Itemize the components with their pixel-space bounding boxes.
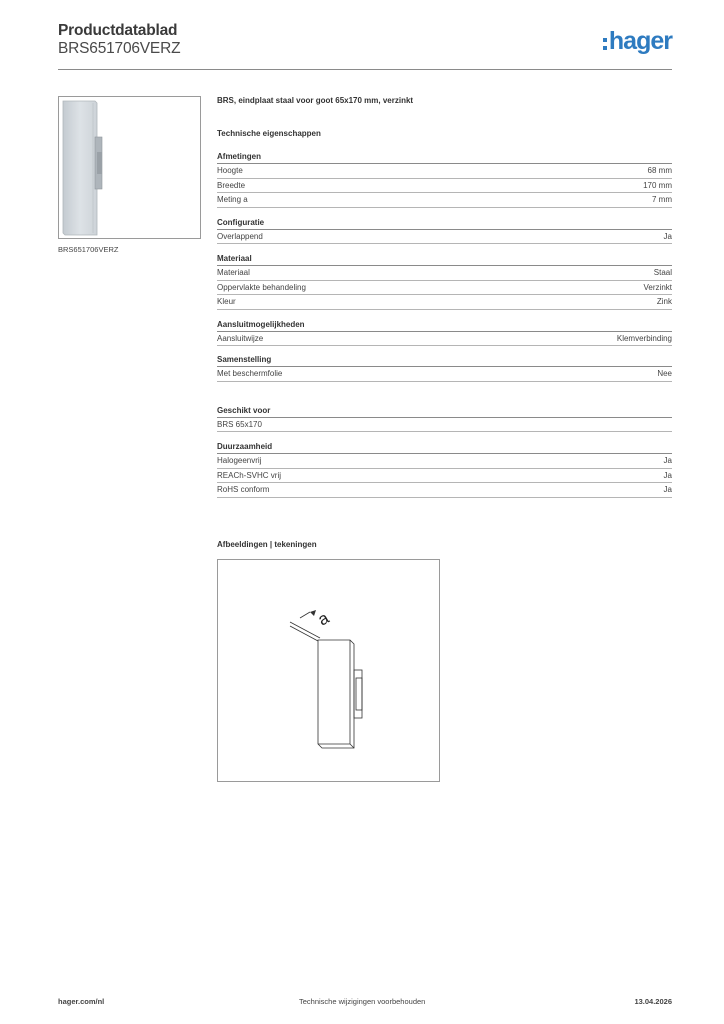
- logo-text: hager: [608, 27, 672, 55]
- spec-section-suitable-for: [217, 406, 672, 433]
- specifications: [217, 96, 672, 498]
- section-title: Afmetingen: [217, 152, 672, 164]
- spec-row: Kleur Zink: [217, 295, 672, 310]
- document-title: Productdatablad: [58, 22, 178, 39]
- spec-row: Hoogte 68 mm: [217, 164, 672, 179]
- hager-logo: [603, 28, 672, 54]
- spec-row: Meting a 7 mm: [217, 193, 672, 208]
- spec-row: Breedte 170 mm: [217, 179, 672, 194]
- section-title: Configuratie: [217, 218, 672, 230]
- spec-section-composition: [217, 355, 672, 382]
- spec-section-dimensions: [217, 152, 672, 208]
- spec-row: RoHS conform Ja: [217, 483, 672, 498]
- spec-row: Overlappend Ja: [217, 230, 672, 245]
- spec-row: Materiaal Staal: [217, 266, 672, 281]
- page-header: [58, 22, 672, 70]
- product-description: BRS, eindplaat staal voor goot 65x170 mm, verzinkt: [217, 96, 414, 105]
- website-link[interactable]: hager.com/nl: [58, 997, 105, 1006]
- drawings-heading: Afbeeldingen | tekeningen: [217, 540, 317, 549]
- end-plate-drawing-icon: [218, 560, 439, 781]
- spec-section-configuration: [217, 218, 672, 245]
- section-title: Duurzaamheid: [217, 442, 672, 454]
- spec-row: Halogeenvrij Ja: [217, 454, 672, 469]
- document-date: 13.04.2026: [634, 997, 672, 1006]
- spec-section-sustainability: [217, 442, 672, 498]
- technical-properties-heading: Technische eigenschappen: [217, 129, 321, 138]
- spec-row: Oppervlakte behandeling Verzinkt: [217, 281, 672, 296]
- spec-row: Aansluitwijze Klemverbinding: [217, 332, 672, 347]
- product-photo: [58, 96, 201, 239]
- spec-section-material: [217, 254, 672, 310]
- product-code: BRS651706VERZ: [58, 40, 181, 57]
- spec-row: BRS 65x170: [217, 418, 672, 433]
- end-plate-photo-icon: [59, 97, 200, 238]
- section-title: Materiaal: [217, 254, 672, 266]
- dimension-label: a: [314, 608, 333, 630]
- photo-caption: BRS651706VERZ: [58, 245, 119, 254]
- logo-colon-icon: [603, 38, 607, 50]
- spec-row: Met beschermfolie Nee: [217, 367, 672, 382]
- disclaimer-text: Technische wijzigingen voorbehouden: [299, 997, 426, 1006]
- section-title: Aansluitmogelijkheden: [217, 320, 672, 332]
- section-title: Samenstelling: [217, 355, 672, 367]
- technical-drawing: [217, 559, 440, 782]
- section-title: Geschikt voor: [217, 406, 672, 418]
- spec-section-connections: [217, 320, 672, 347]
- spec-row: REACh-SVHC vrij Ja: [217, 469, 672, 484]
